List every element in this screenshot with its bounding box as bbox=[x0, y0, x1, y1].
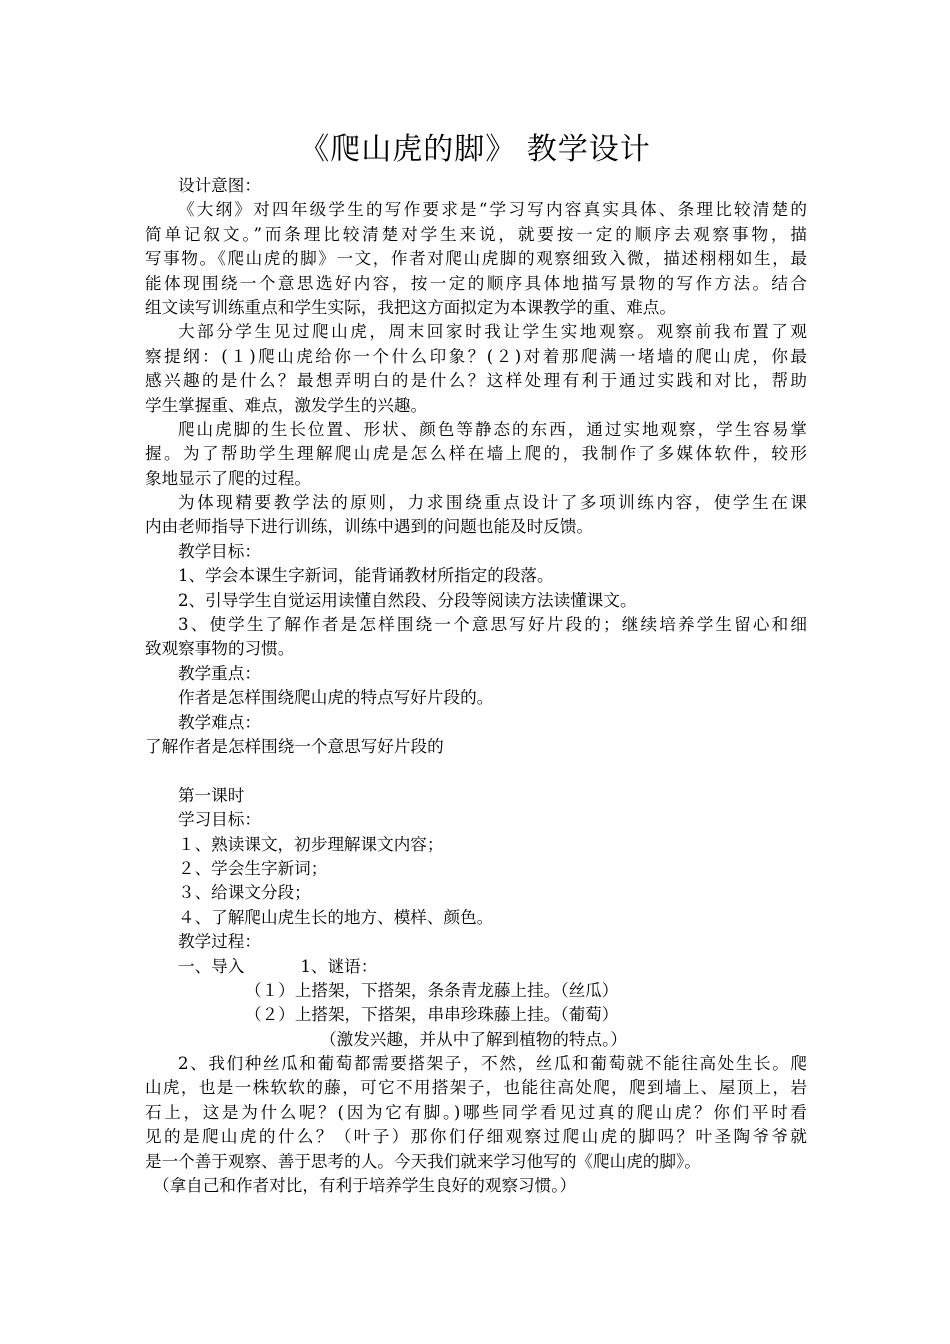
para3-line: 象地显示了爬的过程。 bbox=[145, 468, 311, 488]
study-goal-item: ２、学会生字新词； bbox=[178, 858, 328, 878]
document-title: 《爬山虎的脚》 教学设计 bbox=[299, 132, 651, 167]
intro-line bbox=[145, 955, 807, 979]
para2-line: 大部分学生见过爬山虎，周末回家时我让学生实地观察。观察前我布置了观 bbox=[178, 322, 807, 342]
para5-note: （拿自己和作者对比，有利于培养学生良好的观察习惯。） bbox=[153, 1176, 577, 1196]
intent-heading: 设计意图： bbox=[178, 176, 261, 195]
para5-line: 见的是爬山虎的什么？（叶子）那你们仔细观察过爬山虎的脚吗？叶圣陶爷爷就 bbox=[145, 1127, 807, 1147]
document-body bbox=[145, 174, 807, 1198]
para1-line: 《大纲》对四年级学生的写作要求是“学习写内容真实具体、条理比较清楚的 bbox=[178, 200, 807, 220]
goal-item: 2、引导学生自觉运用读懂自然段、分段等阅读方法读懂课文。 bbox=[178, 590, 637, 610]
para4-line: 内由老师指导下进行训练，训练中遇到的问题也能及时反馈。 bbox=[145, 517, 594, 537]
key-text: 作者是怎样围绕爬山虎的特点写好片段的。 bbox=[178, 688, 494, 708]
difficulty-heading: 教学难点： bbox=[178, 712, 261, 732]
para2-line: 学生掌握重、难点，激发学生的兴趣。 bbox=[145, 395, 428, 415]
para5-line: 山虎，也是一株软软的藤，可它不用搭架子，也能往高处爬，爬到墙上、屋顶上，岩 bbox=[145, 1078, 807, 1098]
para1-line: 写事物。《爬山虎的脚》一文，作者对爬山虎脚的观察细致入微，描述栩栩如生，最 bbox=[145, 249, 807, 269]
study-goal-item: ４、了解爬山虎生长的地方、模样、颜色。 bbox=[178, 907, 494, 927]
blank-line bbox=[145, 759, 807, 783]
riddle-note: （激发兴趣，并从中了解到植物的特点。） bbox=[320, 1029, 627, 1049]
riddle-label: 1、谜语： bbox=[300, 956, 378, 976]
para1-line: 组文读写训练重点和学生实际，我把这方面拟定为本课教学的重、难点。 bbox=[145, 297, 676, 317]
para5-line: 石上，这是为什么呢？(因为它有脚。)哪些同学看见过真的爬山虎？你们平时看 bbox=[145, 1102, 807, 1122]
study-goal-item: １、熟读课文，初步理解课文内容； bbox=[178, 834, 444, 854]
para3-line: 握。为了帮助学生理解爬山虎是怎么样在墙上爬的，我制作了多媒体软件，较形 bbox=[145, 444, 807, 464]
para3-line: 爬山虎脚的生长位置、形状、颜色等静态的东西，通过实地观察，学生容易掌 bbox=[178, 419, 807, 439]
para1-line: 简单记叙文。”而条理比较清楚对学生来说，就要按一定的顺序去观察事物，描 bbox=[145, 224, 807, 244]
riddle-item: （１）上搭架，下搭架，条条青龙藤上挂。（丝瓜） bbox=[245, 980, 619, 1000]
para1-line: 能体现围绕一个意思选好内容，按一定的顺序具体地描写景物的写作方法。结合 bbox=[145, 273, 807, 293]
lesson-heading: 第一课时 bbox=[178, 785, 245, 805]
goal-item: 3、使学生了解作者是怎样围绕一个意思写好片段的；继续培养学生留心和细 bbox=[178, 615, 807, 635]
para4-line: 为体现精要教学法的原则，力求围绕重点设计了多项训练内容，使学生在课 bbox=[178, 493, 807, 513]
para2-line: 察提纲：(１)爬山虎给你一个什么印象？(２)对着那爬满一堵墙的爬山虎，你最 bbox=[145, 346, 807, 366]
goal-item-continued: 致观察事物的习惯。 bbox=[145, 639, 295, 659]
study-goals-heading: 学习目标： bbox=[178, 810, 261, 830]
goal-item: 1、学会本课生字新词，能背诵教材所指定的段落。 bbox=[178, 566, 554, 586]
para5-line: 2、我们种丝瓜和葡萄都需要搭架子，不然，丝瓜和葡萄就不能往高处生长。爬 bbox=[178, 1054, 807, 1074]
para5-line: 是一个善于观察、善于思考的人。今天我们就来学习他写的《爬山虎的脚》。 bbox=[145, 1151, 701, 1171]
process-heading: 教学过程： bbox=[178, 932, 261, 952]
intro-label: 一、导入 bbox=[178, 956, 245, 976]
difficulty-text: 了解作者是怎样围绕一个意思写好片段的 bbox=[145, 736, 444, 756]
key-heading: 教学重点： bbox=[178, 663, 261, 683]
riddle-item: （２）上搭架，下搭架，串串珍珠藤上挂。（葡萄） bbox=[245, 1005, 619, 1025]
study-goal-item: ３、给课文分段； bbox=[178, 883, 311, 903]
goals-heading: 教学目标： bbox=[178, 541, 261, 561]
para2-line: 感兴趣的是什么？最想弄明白的是什么？这样处理有利于通过实践和对比，帮助 bbox=[145, 371, 807, 391]
